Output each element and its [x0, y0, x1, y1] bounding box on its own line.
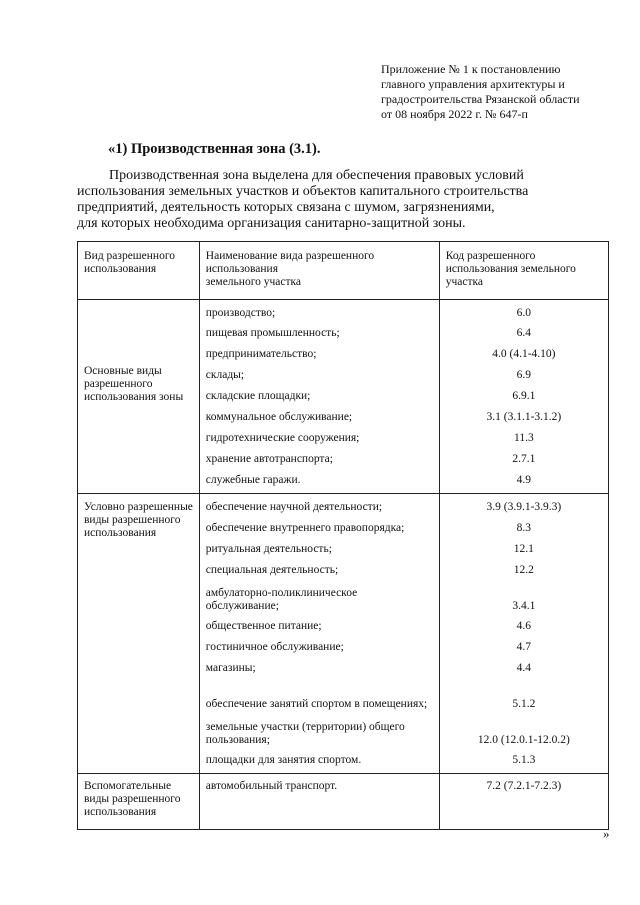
use-code: 7.2 (7.2.1-7.2.3) [486, 780, 562, 792]
table-row [78, 774, 609, 830]
section-heading: «1) Производственная зона (3.1). [108, 141, 321, 157]
header-use-type: Вид разрешенного использования [84, 250, 176, 275]
use-code: 2.7.1 [512, 453, 536, 465]
intro-line: для которых необходима организация санитарно-защитной зоны. [77, 216, 466, 231]
use-name: амбулаторно-поликлиническое обслуживание; [205, 587, 358, 612]
table-row [78, 494, 609, 774]
closing-quote: » [603, 826, 610, 841]
use-code: 6.9 [516, 369, 532, 381]
use-name: магазины; [205, 662, 256, 674]
use-code: 12.2 [513, 564, 534, 576]
use-name: гостиничное обслуживание; [205, 641, 344, 653]
use-code: 12.1 [513, 543, 534, 555]
header-use-name: Наименование вида разрешенного использования земельного участка [205, 250, 375, 288]
use-code: 4.0 (4.1-4.10) [492, 348, 556, 360]
use-code: 6.4 [516, 327, 532, 339]
table-header-row [78, 242, 609, 300]
use-name: обеспечение научной деятельности; [205, 501, 383, 513]
use-name: обеспечение внутреннего правопорядка; [205, 522, 405, 534]
intro-paragraph [77, 168, 607, 232]
use-code: 6.0 [516, 307, 532, 319]
use-name: складские площадки; [205, 390, 311, 402]
use-code: 11.3 [514, 432, 534, 444]
use-code: 3.9 (3.9.1-3.9.3) [486, 501, 562, 513]
intro-line: Производственная зона выделена для обеспечения правовых условий [109, 168, 524, 183]
use-name: хранение автотранспорта; [205, 453, 333, 465]
use-name: площадки для занятия спортом. [205, 754, 362, 766]
use-code: 12.0 (12.0.1-12.0.2) [477, 734, 570, 746]
table-row [78, 300, 609, 494]
use-name: предпринимательство; [205, 348, 317, 360]
use-name: производство; [205, 307, 276, 319]
annex-line: от 08 ноября 2022 г. № 647-п [381, 107, 528, 121]
use-name: служебные гаражи. [205, 474, 301, 486]
group-label: Вспомогательные виды разрешенного использования [84, 780, 181, 818]
use-name: гидротехнические сооружения; [205, 432, 360, 444]
use-code: 4.6 [516, 620, 532, 632]
use-code: 8.3 [516, 522, 532, 534]
use-name: коммунальное обслуживание; [205, 411, 353, 423]
use-name: ритуальная деятельность; [205, 543, 332, 555]
group-label: Условно разрешенные виды разрешенного использования [84, 501, 193, 539]
use-name: пищевая промышленность; [205, 327, 340, 339]
annex-line: градостроительства Рязанской области [381, 92, 580, 106]
group-label: Основные виды разрешенного использования зоны [84, 365, 184, 403]
annex-reference [381, 62, 621, 122]
intro-line: использования земельных участков и объектов капитального строительства [77, 184, 529, 199]
permitted-use-table [77, 241, 609, 830]
annex-line: главного управления архитектуры и [381, 77, 565, 91]
use-code: 3.4.1 [512, 600, 536, 612]
use-code: 4.9 [516, 474, 532, 486]
use-name: земельные участки (территории) общего пользования; [205, 721, 405, 746]
use-code: 6.9.1 [512, 390, 536, 402]
annex-line: Приложение № 1 к постановлению [381, 62, 561, 76]
use-code: 4.7 [516, 641, 532, 653]
use-code: 5.1.3 [512, 754, 536, 766]
use-name: автомобильный транспорт. [205, 780, 338, 792]
use-code: 3.1 (3.1.1-3.1.2) [486, 411, 562, 423]
use-code: 4.4 [516, 662, 532, 674]
use-name: общественное питание; [205, 620, 322, 632]
use-name: склады; [205, 369, 245, 381]
use-code: 5.1.2 [512, 698, 536, 710]
intro-line: предприятий, деятельность которых связана с шумом, загрязнениями, [77, 200, 495, 215]
use-name: специальная деятельность; [205, 564, 339, 576]
header-use-code: Код разрешенного использования земельного участка [445, 250, 576, 288]
use-name: обеспечение занятий спортом в помещениях; [205, 698, 428, 710]
